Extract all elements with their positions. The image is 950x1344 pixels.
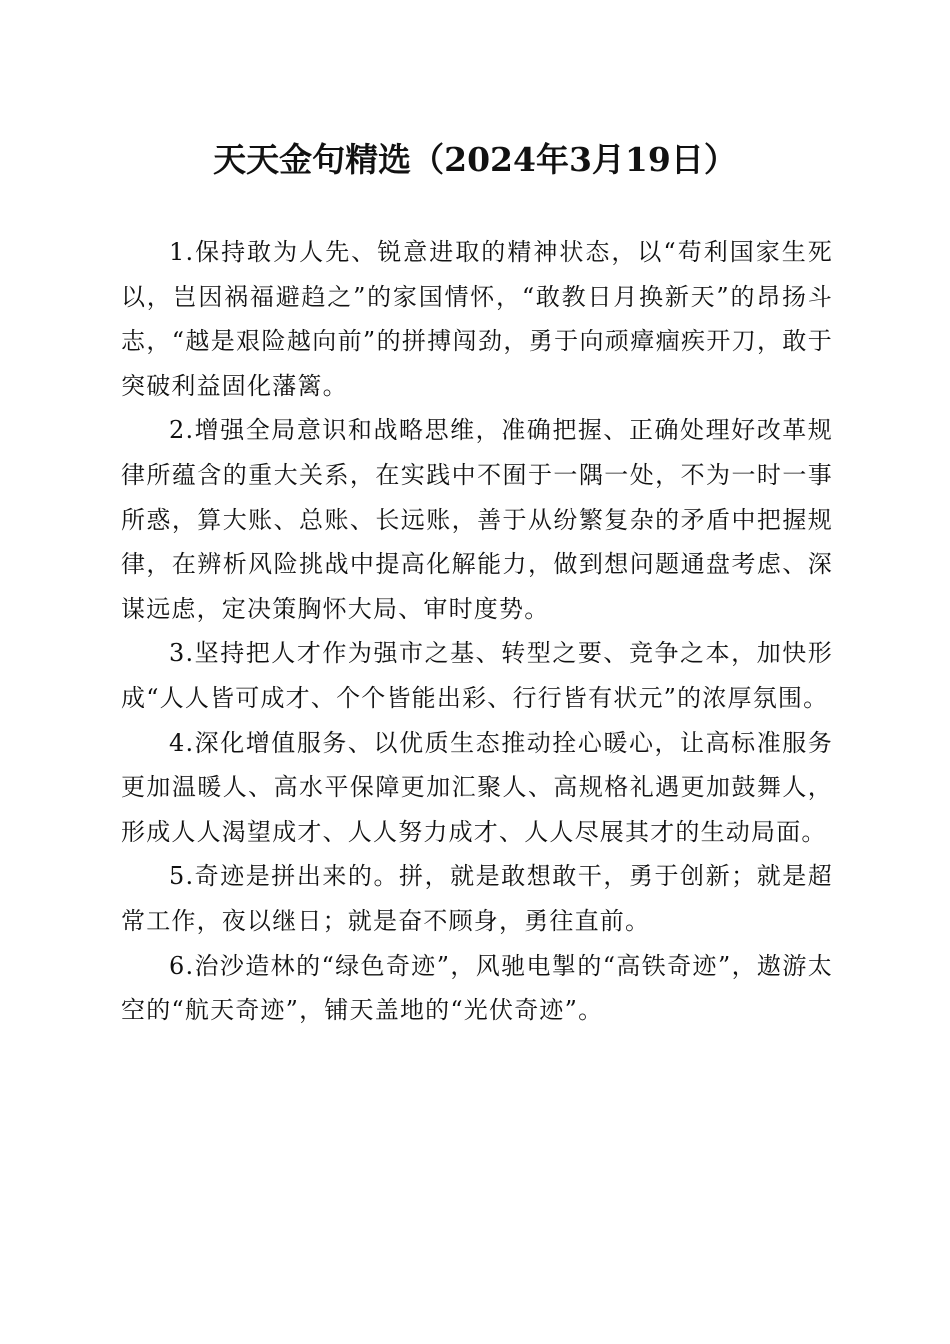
paragraph-5: 5.奇迹是拼出来的。拼，就是敢想敢干，勇于创新；就是超常工作，夜以继日；就是奋不顾身，勇往直前。 (121, 862, 833, 935)
paragraph-4: 4.深化增值服务、以优质生态推动拴心暖心，让高标准服务更加温暖人、高水平保障更加汇聚人、高规格礼遇更加鼓舞人，形成人人渴望成才、人人努力成才、人人尽展其才的生动局面。 (121, 728, 833, 846)
document-title: 天天金句精选（2024年3月19日） (213, 140, 737, 179)
paragraph-2: 2.增强全局意识和战略思维，准确把握、正确处理好改革规律所蕴含的重大关系，在实践中不囿于一隅一处，不为一时一事所惑，算大账、总账、长远账，善于从纷繁复杂的矛盾中把握规律，在辨析风险挑战中提高化解能力，做到想问题通盘考虑、深谋远虑，定决策胸怀大局、审时度势。 (121, 416, 833, 623)
paragraph-3: 3.坚持把人才作为强市之基、转型之要、竞争之本，加快形成“人人皆可成才、个个皆能出彩、行行皆有状元”的浓厚氛围。 (121, 639, 833, 712)
document-body (121, 230, 833, 1033)
paragraph-6: 6.治沙造林的“绿色奇迹”，风驰电掣的“高铁奇迹”，遨游太空的“航天奇迹”，铺天盖地的“光伏奇迹”。 (121, 951, 833, 1025)
paragraph-1: 1.保持敢为人先、锐意进取的精神状态，以“苟利国家生死以，岂因祸福避趋之”的家国情怀，“敢教日月换新天”的昂扬斗志，“越是艰险越向前”的拼搏闯劲，勇于向顽瘴痼疾开刀，敢于突破利益固化藩篱。 (121, 238, 833, 400)
